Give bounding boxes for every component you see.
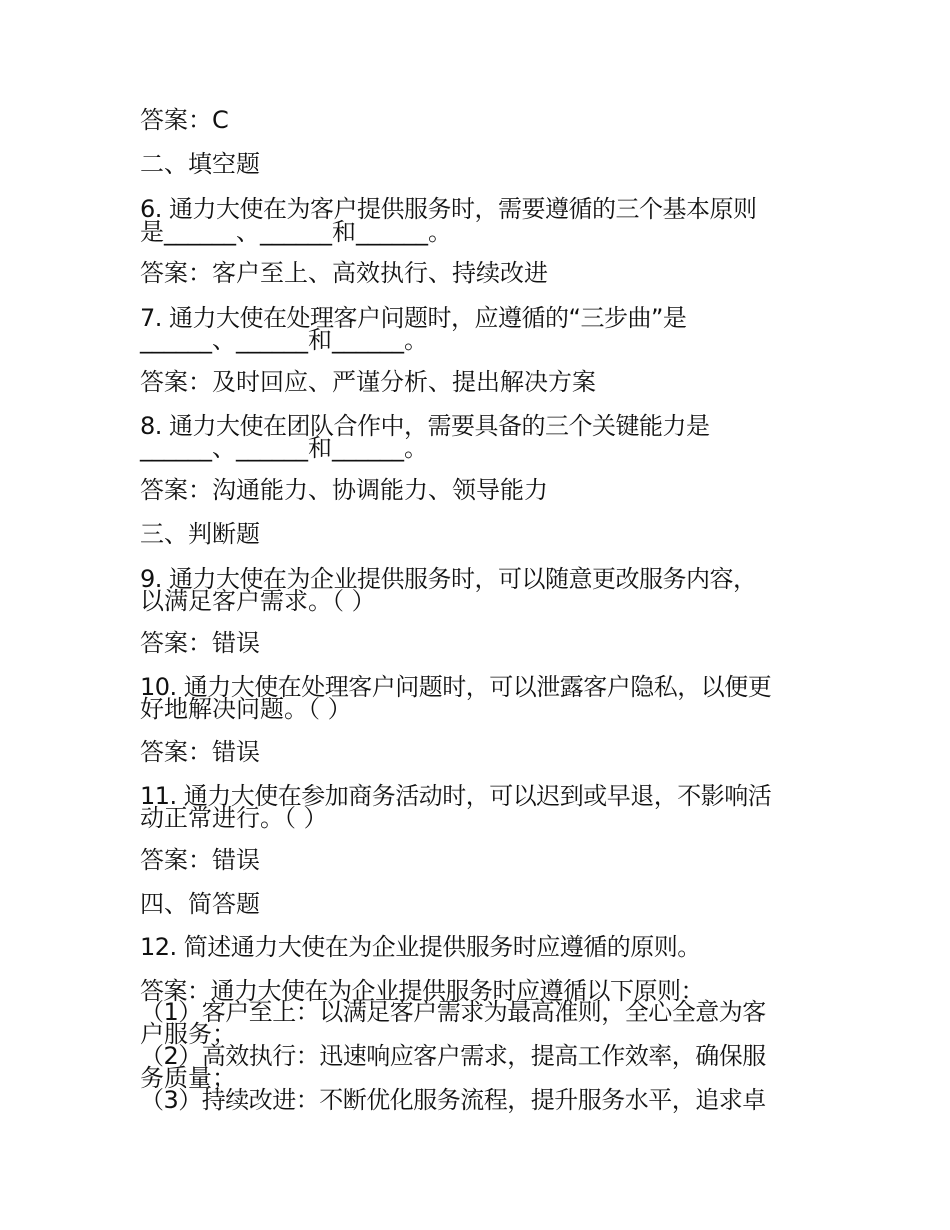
section-heading-true-false: 三、判断题: [140, 520, 260, 548]
section-heading-fill-blank: 二、填空题: [140, 150, 260, 178]
principle-1-line-2: 户服务；: [140, 1020, 236, 1048]
question-7-line-2: ______、______和______。: [140, 326, 428, 354]
question-10-line-2: 好地解决问题。（ ）: [140, 695, 352, 723]
question-11-line-1: 11. 通力大使在参加商务活动时，可以迟到或早退，不影响活: [140, 782, 772, 810]
question-10-line-1: 10. 通力大使在处理客户问题时，可以泄露客户隐私，以便更: [140, 673, 772, 701]
answer-line: 答案：及时回应、严谨分析、提出解决方案: [140, 368, 596, 396]
question-8-line-2: ______、______和______。: [140, 434, 428, 462]
answer-line: 答案：客户至上、高效执行、持续改进: [140, 259, 548, 287]
answer-line: 答案：沟通能力、协调能力、领导能力: [140, 476, 548, 504]
answer-line: 答案：C: [140, 106, 229, 134]
question-6-line-2: 是______、______和______。: [140, 218, 452, 246]
answer-line: 答案：错误: [140, 846, 260, 874]
answer-line: 答案：通力大使在为企业提供服务时应遵循以下原则：: [140, 977, 704, 1005]
answer-line: 答案：错误: [140, 629, 260, 657]
principle-3-line-1: （3）持续改进：不断优化服务流程，提升服务水平，追求卓: [140, 1086, 766, 1114]
question-6-line-1: 6. 通力大使在为客户提供服务时，需要遵循的三个基本原则: [140, 195, 757, 223]
principle-2-line-1: （2）高效执行：迅速响应客户需求，提高工作效率，确保服: [140, 1042, 766, 1070]
question-7-line-1: 7. 通力大使在处理客户问题时，应遵循的“三步曲”是: [140, 304, 687, 332]
question-8-line-1: 8. 通力大使在团队合作中，需要具备的三个关键能力是: [140, 412, 710, 440]
question-9-line-2: 以满足客户需求。（ ）: [140, 587, 376, 615]
question-9-line-1: 9. 通力大使在为企业提供服务时，可以随意更改服务内容，: [140, 565, 757, 593]
section-heading-short-answer: 四、简答题: [140, 890, 260, 918]
question-11-line-2: 动正常进行。（ ）: [140, 804, 328, 832]
principle-2-line-2: 务质量；: [140, 1064, 236, 1092]
answer-line: 答案：错误: [140, 738, 260, 766]
principle-1-line-1: （1）客户至上：以满足客户需求为最高准则，全心全意为客: [140, 998, 766, 1026]
question-12: 12. 简述通力大使在为企业提供服务时应遵循的原则。: [140, 933, 701, 961]
